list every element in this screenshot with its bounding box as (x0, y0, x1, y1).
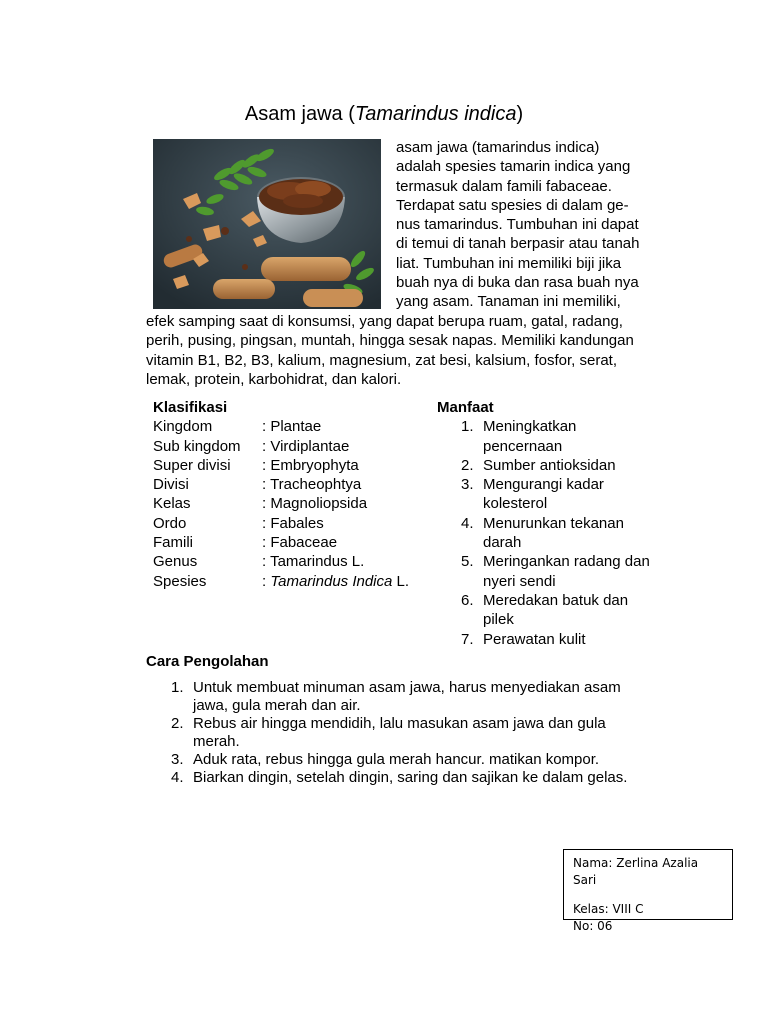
list-item: 4. Biarkan dingin, setelah dingin, saring dan sajikan ke dalam gelas. (171, 769, 628, 786)
intro-line: lemak, protein, karbohidrat, dan kalori. (146, 370, 402, 388)
intro-line: vitamin B1, B2, B3, kalium, magnesium, zat besi, kalsium, fosfor, serat, (146, 351, 618, 369)
klasifikasi-row: Kingdom : Plantae (153, 418, 322, 436)
manfaat-heading: Manfaat (437, 399, 494, 416)
cara-section (146, 679, 666, 787)
intro-line: yang asam. Tanaman ini memiliki, (396, 293, 621, 311)
tamarind-photo-icon (153, 139, 381, 309)
list-item: 2. Rebus air hingga mendidih, lalu masukan asam jawa dan gula merah. (171, 715, 606, 750)
tamarind-photo (153, 139, 381, 309)
klasifikasi-row: Genus : Tamarindus L. (153, 553, 365, 571)
list-item: 2. Sumber antioksidan (461, 456, 616, 474)
intro-line: efek samping saat di konsumsi, yang dapat berupa ruam, gatal, radang, (146, 313, 623, 330)
intro-line: nus tamarindus. Tumbuhan ini dapat (396, 216, 639, 234)
klasifikasi-row: Super divisi : Embryophyta (153, 456, 359, 474)
manfaat-section (437, 398, 667, 649)
intro-line: termasuk dalam famili fabaceae. (396, 177, 612, 195)
student-class: Kelas: VIII C (573, 902, 644, 916)
klasifikasi-row-spesies: Spesies : Tamarindus Indica L. (153, 572, 410, 590)
klasifikasi-heading: Klasifikasi (153, 399, 228, 416)
klasifikasi-row: Famili : Fabaceae (153, 534, 338, 552)
intro-line: Terdapat satu spesies di dalam ge- (396, 196, 629, 214)
list-item: 1. Meningkatkan pencernaan (461, 418, 577, 455)
klasifikasi-row: Sub kingdom : Virdiplantae (153, 437, 350, 455)
list-item: 4. Menurunkan tekanan darah (461, 514, 624, 552)
list-item: 3. Aduk rata, rebus hingga gula merah hancur. matikan kompor. (171, 751, 600, 768)
intro-paragraph-right (396, 138, 656, 312)
klasifikasi-section (153, 398, 409, 591)
intro-line: asam jawa (tamarindus indica) (396, 139, 600, 156)
cara-heading: Cara Pengolahan (146, 653, 269, 670)
title-scientific-name: Tamarindus indica (354, 103, 517, 125)
intro-line: liat. Tumbuhan ini memiliki biji jika (396, 254, 622, 272)
klasifikasi-row: Kelas : Magnoliopsida (153, 495, 368, 513)
list-item: 7. Perawatan kulit (461, 630, 586, 648)
list-item: 6. Meredakan batuk dan pilek (461, 591, 629, 629)
list-item: 1. Untuk membuat minuman asam jawa, harus menyediakan asam jawa, gula merah dan air. (171, 679, 621, 714)
student-name: Nama: Zerlina Azalia Sari (573, 856, 699, 887)
intro-line: di temui di tanah berpasir atau tanah (396, 235, 640, 253)
student-number: No: 06 (573, 919, 613, 933)
klasifikasi-row: Ordo : Fabales (153, 514, 324, 532)
klasifikasi-row: Divisi : Tracheophtya (153, 476, 362, 494)
page-title: Asam jawa (Tamarindus indica) (244, 103, 524, 125)
list-item: 5. Meringankan radang dan nyeri sendi (461, 553, 650, 590)
intro-line: perih, pusing, pingsan, muntah, hingga sesak napas. Memiliki kandungan (146, 332, 634, 350)
intro-line: adalah spesies tamarin indica yang (396, 158, 631, 176)
intro-paragraph-full (146, 312, 666, 389)
identity-box (563, 849, 733, 933)
list-item: 3. Mengurangi kadar kolesterol (461, 476, 604, 513)
intro-line: buah nya di buka dan rasa buah nya (396, 274, 639, 292)
